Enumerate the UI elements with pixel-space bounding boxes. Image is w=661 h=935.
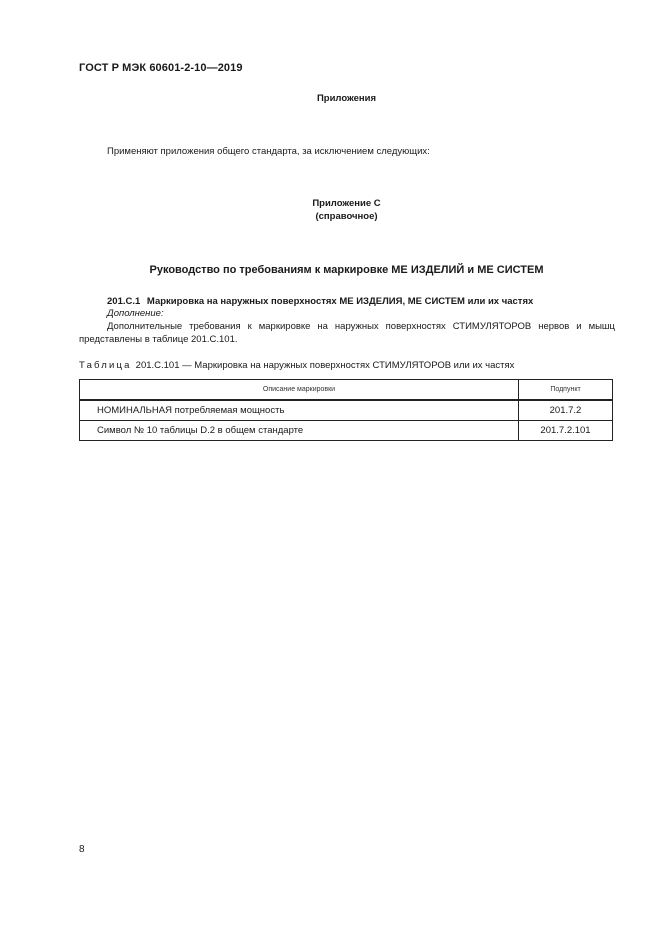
table-header-row: [80, 380, 613, 401]
clause-number: 201.С.1: [107, 296, 141, 307]
appendices-applies-text: Применяют приложения общего стандарта, за исключением следующих:: [107, 146, 430, 157]
page-number: 8: [79, 844, 85, 855]
clause-heading: [107, 296, 533, 307]
standard-designation: ГОСТ Р МЭК 60601-2-10—2019: [79, 62, 243, 74]
table-caption-label: Таблица: [79, 360, 132, 371]
table-row: [80, 400, 613, 421]
table-header-subclause: Подпункт: [519, 380, 613, 401]
annex-type: (справочное): [315, 211, 378, 222]
marking-table: [79, 379, 613, 441]
guide-title: Руководство по требованиям к маркировке МЕ ИЗДЕЛИЙ и МЕ СИСТЕМ: [149, 264, 544, 276]
addition-label: Дополнение:: [107, 308, 164, 319]
table-cell-description: НОМИНАЛЬНАЯ потребляемая мощность: [80, 400, 519, 421]
table-caption-text: 201.С.101 — Маркировка на наружных поверхностях СТИМУЛЯТОРОВ или их частях: [135, 360, 515, 371]
table-cell-subclause: 201.7.2.101: [519, 421, 613, 441]
clause-paragraph: Дополнительные требования к маркировке на наружных поверхностях СТИМУЛЯТОРОВ нервов и мышц представлены в таблице 201.С.101.: [79, 321, 615, 345]
appendices-heading: Приложения: [316, 93, 377, 104]
clause-title: Маркировка на наружных поверхностях МЕ ИЗДЕЛИЯ, МЕ СИСТЕМ или их частях: [146, 296, 534, 307]
table-caption: [79, 360, 514, 371]
table-header-description: Описание маркировки: [80, 380, 519, 401]
table-cell-subclause: 201.7.2: [519, 400, 613, 421]
annex-title: Приложение С: [312, 198, 381, 209]
table-cell-description: Символ № 10 таблицы D.2 в общем стандарте: [80, 421, 519, 441]
table-row: [80, 421, 613, 441]
